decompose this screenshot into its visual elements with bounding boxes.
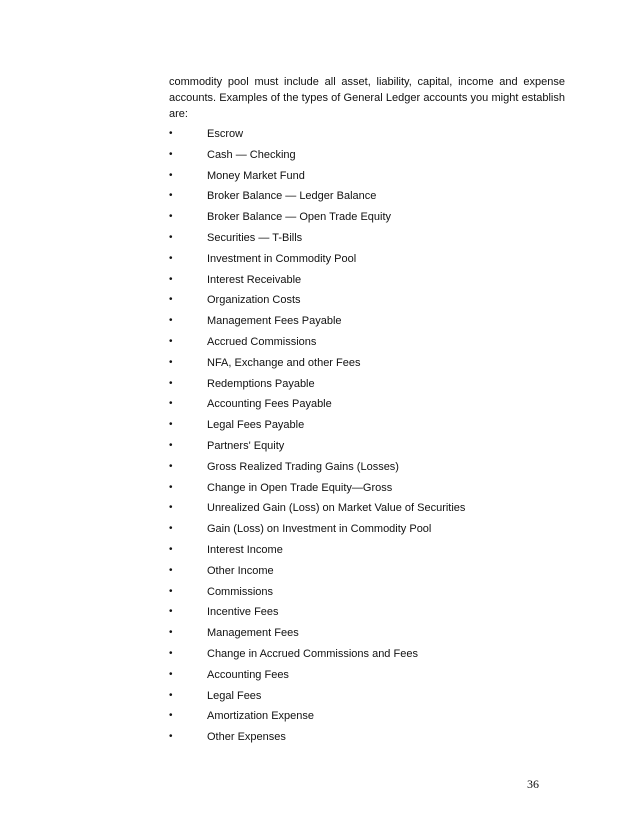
- list-item: [169, 311, 569, 332]
- account-label: Incentive Fees: [207, 606, 279, 619]
- bullet-icon: •: [169, 606, 173, 618]
- account-label: Legal Fees: [207, 689, 262, 702]
- bullet-icon: •: [169, 128, 173, 139]
- bullet-icon: •: [169, 190, 173, 202]
- list-item: [169, 498, 569, 519]
- account-label: Unrealized Gain (Loss) on Market Value of Securities: [207, 502, 466, 515]
- list-item: [169, 145, 569, 166]
- account-label: Management Fees: [207, 627, 299, 640]
- account-label: Change in Open Trade Equity—Gross: [207, 481, 393, 494]
- bullet-icon: •: [169, 398, 173, 410]
- bullet-icon: •: [169, 419, 173, 431]
- account-label: Securities — T-Bills: [207, 231, 303, 244]
- account-label: Accounting Fees: [207, 668, 289, 681]
- bullet-icon: •: [169, 460, 173, 472]
- bullet-icon: •: [169, 523, 173, 535]
- bullet-icon: •: [169, 564, 173, 576]
- account-label: Management Fees Payable: [207, 315, 342, 328]
- account-label: Investment in Commodity Pool: [207, 252, 357, 265]
- bullet-icon: •: [169, 689, 173, 701]
- bullet-icon: •: [169, 211, 173, 223]
- bullet-icon: •: [169, 231, 173, 243]
- list-item: [169, 374, 569, 395]
- account-label: Commissions: [207, 585, 274, 598]
- bullet-icon: •: [169, 585, 173, 597]
- list-item: [169, 415, 569, 436]
- bullet-icon: •: [169, 543, 173, 555]
- list-item: [169, 436, 569, 457]
- list-item: [169, 353, 569, 374]
- bullet-icon: •: [169, 335, 173, 347]
- account-label: Redemptions Payable: [207, 377, 315, 390]
- page-number: 36: [527, 777, 539, 791]
- account-label: Money Market Fund: [207, 169, 305, 182]
- list-item: [169, 686, 569, 707]
- account-label: Other Expenses: [207, 731, 286, 744]
- list-item: [169, 644, 569, 665]
- bullet-icon: •: [169, 481, 173, 493]
- general-ledger-account-list: [169, 124, 569, 748]
- list-item: [169, 290, 569, 311]
- list-item: [169, 540, 569, 561]
- bullet-icon: •: [169, 377, 173, 389]
- account-label: Change in Accrued Commissions and Fees: [207, 647, 418, 660]
- bullet-icon: •: [169, 647, 173, 659]
- account-label: Accounting Fees Payable: [207, 398, 332, 411]
- bullet-icon: •: [169, 627, 173, 639]
- account-label: Amortization Expense: [207, 710, 314, 723]
- list-item: [169, 207, 569, 228]
- list-item: [169, 249, 569, 270]
- list-item: [169, 478, 569, 499]
- bullet-icon: •: [169, 169, 173, 181]
- bullet-icon: •: [169, 502, 173, 514]
- account-label: Legal Fees Payable: [207, 419, 305, 432]
- list-item: [169, 519, 569, 540]
- account-label: Interest Receivable: [207, 273, 302, 286]
- list-item: [169, 602, 569, 623]
- bullet-icon: •: [169, 731, 173, 743]
- bullet-icon: •: [169, 315, 173, 327]
- list-item: [169, 332, 569, 353]
- list-item: [169, 727, 569, 748]
- bullet-icon: •: [169, 252, 173, 264]
- list-item: [169, 166, 569, 187]
- account-label: Broker Balance — Ledger Balance: [207, 190, 377, 203]
- account-label: NFA, Exchange and other Fees: [207, 356, 361, 369]
- list-item: [169, 561, 569, 582]
- list-item: [169, 623, 569, 644]
- bullet-icon: •: [169, 273, 173, 285]
- account-label: Interest Income: [207, 543, 283, 556]
- account-label: Escrow: [207, 128, 244, 140]
- account-label: Other Income: [207, 564, 274, 577]
- account-label: Gross Realized Trading Gains (Losses): [207, 460, 399, 473]
- bullet-icon: •: [169, 710, 173, 722]
- list-item: [169, 228, 569, 249]
- account-label: Partners' Equity: [207, 439, 285, 452]
- account-label: Cash — Checking: [207, 148, 296, 161]
- list-item: [169, 124, 569, 145]
- bullet-icon: •: [169, 439, 173, 451]
- list-item: [169, 706, 569, 727]
- account-label: Gain (Loss) on Investment in Commodity Pool: [207, 523, 432, 536]
- account-label: Accrued Commissions: [207, 335, 317, 348]
- bullet-icon: •: [169, 356, 173, 368]
- list-item: [169, 270, 569, 291]
- account-label: Broker Balance — Open Trade Equity: [207, 211, 392, 224]
- list-item: [169, 582, 569, 603]
- list-item: [169, 186, 569, 207]
- list-item: [169, 394, 569, 415]
- bullet-icon: •: [169, 294, 173, 306]
- list-item: [169, 457, 569, 478]
- intro-paragraph: commodity pool must include all asset, liability, capital, income and expense accounts. Examples of the types of General Ledger accounts you might establish are:: [169, 76, 565, 120]
- list-item: [169, 665, 569, 686]
- account-label: Organization Costs: [207, 294, 301, 307]
- bullet-icon: •: [169, 668, 173, 680]
- bullet-icon: •: [169, 148, 173, 160]
